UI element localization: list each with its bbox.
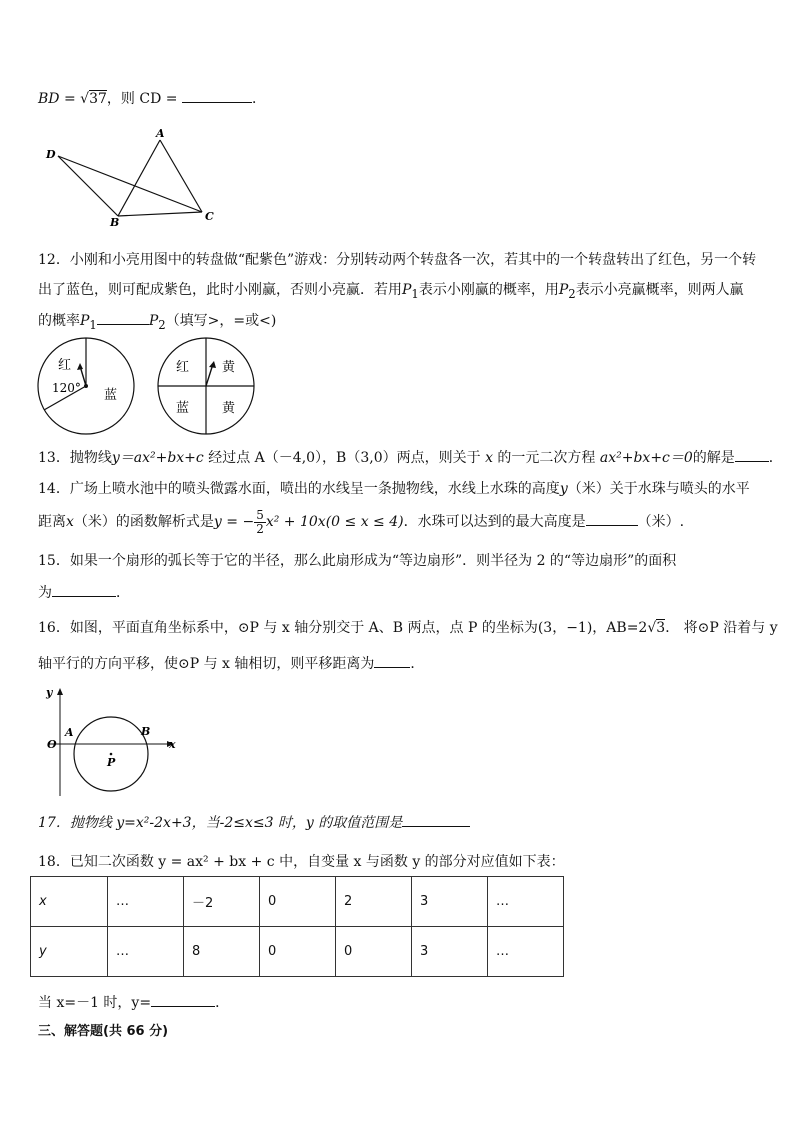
- q14-domain: (0 ≤ x ≤ 4): [325, 514, 404, 530]
- q15-answer-blank[interactable]: [52, 582, 116, 597]
- edge-db: [58, 156, 118, 216]
- spinner-2-yellow-bottom: 黄: [222, 401, 236, 416]
- q13-c: ，: [322, 450, 337, 466]
- q11-bd-label: BD =: [38, 91, 81, 107]
- q13-answer-blank[interactable]: [735, 447, 769, 462]
- spinners-figure: [36, 336, 276, 436]
- sqrt-symbol: √: [80, 91, 90, 107]
- label-d: D: [46, 148, 56, 161]
- section-title: 三、解答题(共 66 分): [38, 1024, 169, 1039]
- q17-text: 17．抛物线 y=x²-2x+3，当-2≤x≤3 时，y 的取值范围是: [38, 815, 403, 831]
- sqrt-symbol-2: √: [647, 620, 657, 636]
- q13-d: 两点，则关于: [396, 450, 486, 466]
- q16-line1-a: 16．如图，平面直角坐标系中，⊙P 与 x 轴分别交于 A、B 两点，点 P 的坐标为(3，−1)，AB=2: [38, 620, 648, 636]
- table-cell: …: [488, 877, 564, 927]
- spinner-1: [38, 338, 134, 434]
- q12-line3-b: （填写>，=或<): [165, 313, 277, 329]
- q16-line1-b: ． 将⊙P 沿着与 y: [665, 620, 778, 636]
- table-cell: 0: [260, 877, 336, 927]
- q13-point-a: A（－4,0）: [254, 450, 323, 466]
- q11-sqrt-value: 37: [89, 91, 107, 107]
- q13-point-b: B（3,0）: [336, 450, 397, 466]
- table-cell: 3: [412, 927, 488, 977]
- q13-f: 的解是: [692, 450, 735, 466]
- q16-line2-text: 轴平行的方向平移，使⊙P 与 x 轴相切，则平移距离为: [38, 656, 375, 672]
- q17-line: [38, 812, 470, 833]
- q13-e: 的一元二次方程: [492, 450, 600, 466]
- value-table: [30, 876, 564, 977]
- spinner-2-red: 红: [176, 360, 190, 375]
- q14-line2-b: （米）的函数解析式是: [73, 514, 214, 530]
- q11-then: ，则 CD =: [106, 91, 182, 107]
- edge-ab: [118, 140, 160, 216]
- q13-x: x: [485, 450, 493, 466]
- q14-line2-c: ．水珠可以达到的最大高度是: [403, 514, 586, 530]
- spinner-1-angle: 120°: [52, 381, 81, 395]
- q12-line2-b: 表示小刚赢的概率，用: [418, 282, 559, 298]
- fig16-b: B: [141, 725, 151, 738]
- q14-line2: [38, 506, 684, 538]
- q14-numerator: 5: [256, 507, 264, 522]
- q12-line3-a: 的概率: [38, 313, 80, 329]
- q13-end: ．: [768, 450, 783, 466]
- table-cell: …: [108, 877, 184, 927]
- q18-after-b: ．: [215, 995, 230, 1011]
- q13-b: 经过点: [203, 450, 255, 466]
- q11-line: [38, 88, 266, 109]
- q14-y: y: [559, 481, 568, 497]
- table-cell: …: [108, 927, 184, 977]
- fig16-origin: O: [47, 738, 57, 751]
- q12-answer-blank[interactable]: [97, 310, 149, 325]
- q17-answer-blank[interactable]: [402, 812, 470, 827]
- q12-line2: [38, 280, 744, 304]
- q12-line2-a: 出了蓝色，则可配成紫色，此时小刚赢，否则小亮赢．若用: [38, 282, 402, 298]
- q14-denominator: 2: [256, 521, 264, 536]
- table-row: [31, 927, 564, 977]
- q12-line2-c: 表示小亮赢概率，则两人赢: [575, 282, 744, 298]
- q12-p2b: P: [148, 313, 159, 329]
- q12-line1: 12．小刚和小亮用图中的转盘做“配紫色”游戏：分别转动两个转盘各一次，若其中的一个转盘转出了红色，另一个转: [38, 252, 757, 268]
- q12-line3: [38, 310, 276, 335]
- q14-line2-d: （米）.: [637, 514, 685, 530]
- q14-line1-b: （米）关于水珠与喷头的水平: [567, 481, 750, 497]
- fig16-y-label: y: [46, 686, 53, 699]
- q15-line1: 15．如果一个扇形的弧长等于它的半径，那么此扇形成为“等边扇形”．则半径为 2 的“等边扇形”的面积: [38, 553, 677, 569]
- q15-line2-text: 为: [38, 585, 52, 601]
- q16-end: ．: [410, 656, 425, 672]
- q11-figure: [40, 126, 230, 226]
- fig16-p: P: [107, 756, 116, 769]
- table-cell: 0: [260, 927, 336, 977]
- label-b: B: [110, 216, 120, 226]
- q16-figure: [38, 684, 188, 800]
- q16-answer-blank[interactable]: [374, 653, 410, 668]
- q14-fraction: [254, 509, 266, 536]
- q11-end: ．: [251, 91, 266, 107]
- q12-sub1b: 1: [89, 317, 97, 332]
- q15-line2: [38, 582, 130, 603]
- label-c: C: [205, 210, 214, 223]
- q18-answer-blank[interactable]: [151, 992, 215, 1007]
- table-cell: 3: [412, 877, 488, 927]
- table-cell: －2: [184, 877, 260, 927]
- q12-p1b: P: [80, 313, 90, 329]
- q13-eq1: y＝ax²+bx+c: [111, 450, 204, 466]
- q18-intro: 18．已知二次函数 y = ax² + bx + c 中，自变量 x 与函数 y 的部分对应值如下表：: [38, 854, 565, 870]
- edge-dc: [58, 156, 202, 212]
- table-cell: 0: [336, 927, 412, 977]
- spinner-2-yellow-top: 黄: [222, 360, 236, 375]
- spinner-1-blue: 蓝: [104, 388, 118, 403]
- fig16-a: A: [65, 726, 74, 739]
- table-row: [31, 877, 564, 927]
- table-cell: 8: [184, 927, 260, 977]
- q16-line1: [38, 618, 778, 638]
- q12-sub1: 1: [411, 286, 419, 301]
- spinner-2: [158, 338, 254, 434]
- table-cell: y: [31, 927, 108, 977]
- q14-func-a: y = −: [213, 514, 255, 530]
- q14-x: x: [66, 514, 74, 530]
- q18-after: [38, 992, 229, 1013]
- spinner-1-red: 红: [58, 358, 72, 373]
- q13-a: 13．抛物线: [38, 450, 112, 466]
- table-cell: 2: [336, 877, 412, 927]
- q12-p1: P: [402, 282, 412, 298]
- table-cell: x: [31, 877, 108, 927]
- q12-sub2: 2: [568, 286, 576, 301]
- q11-answer-blank[interactable]: [182, 88, 252, 103]
- q16-line2: [38, 653, 424, 674]
- q14-answer-blank[interactable]: [586, 511, 638, 526]
- q13-eq2: ax²+bx+c＝0: [599, 450, 693, 466]
- table-cell: …: [488, 927, 564, 977]
- q14-func-b: x² + 10x: [265, 514, 326, 530]
- q18-after-a: 当 x=－1 时，y=: [38, 995, 152, 1011]
- spinner-2-blue: 蓝: [176, 401, 190, 416]
- edge-ac: [160, 140, 202, 212]
- q12-sub2b: 2: [158, 317, 166, 332]
- q13-line: [38, 447, 783, 468]
- q14-line2-a: 距离: [38, 514, 66, 530]
- q16-sqrt-value: 3: [656, 620, 666, 636]
- label-a: A: [156, 127, 165, 140]
- fig16-x-label: x: [169, 738, 176, 751]
- q14-line1: [38, 479, 750, 499]
- edge-bc: [118, 212, 202, 216]
- q15-end: ．: [116, 585, 130, 601]
- q14-line1-a: 14．广场上喷水池中的喷头微露水面，喷出的水线呈一条抛物线，水线上水珠的高度: [38, 481, 560, 497]
- q12-p2: P: [558, 282, 569, 298]
